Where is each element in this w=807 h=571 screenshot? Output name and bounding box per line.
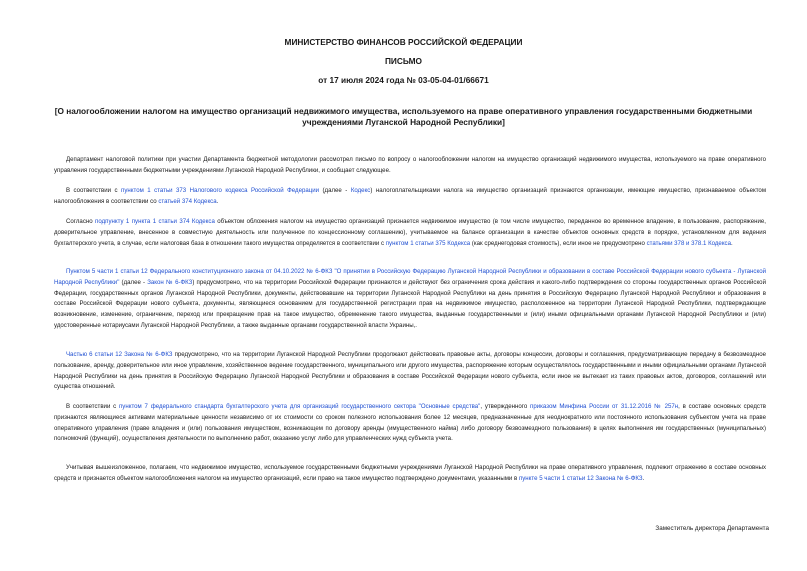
link-articles-378[interactable]: статьями 378 и 378.1 Кодекса bbox=[646, 239, 731, 247]
link-subpoint-1-article-374[interactable]: подпункту 1 пункта 1 статьи 374 Кодекса bbox=[95, 218, 215, 225]
link-law-6-fkz[interactable]: Закон № 6-ФКЗ bbox=[147, 278, 193, 286]
link-minfin-order-257n[interactable]: приказом Минфина России от 31.12.2016 № 257н bbox=[530, 403, 679, 410]
paragraph-3 bbox=[54, 217, 766, 249]
link-fkz-6-point-5[interactable]: Пунктом 5 части 1 статьи 12 Федерального конституционного закона от 04.10.2022 № 6-ФКЗ "О принятии в Российскую Федерацию Луганской Народной Республики и образовании в составе Российской Федерации нового субъекта - Луганской Народной Республики" bbox=[54, 268, 766, 286]
document-type: ПИСЬМО bbox=[384, 56, 423, 66]
link-point-5-part-1-article-12[interactable]: пункте 5 части 1 статьи 12 Закона № 6-ФКЗ bbox=[518, 474, 643, 482]
document-date-number: от 17 июля 2024 года № 03-05-04-01/66671 bbox=[318, 75, 489, 85]
p3-text-1: Согласно bbox=[66, 218, 96, 225]
paragraph-4 bbox=[54, 267, 766, 332]
link-code[interactable]: Кодекс bbox=[350, 187, 371, 194]
p2-text-2: (далее - bbox=[319, 187, 351, 194]
p2-text-4: . bbox=[216, 197, 219, 205]
ministry-heading: МИНИСТЕРСТВО ФИНАНСОВ РОССИЙСКОЙ ФЕДЕРАЦИИ bbox=[284, 37, 523, 47]
p6-text-2: , утвержденного bbox=[480, 403, 531, 410]
p4-text-2: ) предусмотрено, что на территории Российской Федерации признаются и действуют без ограничения срока действия и какого-либо подтверждения со стороны государственных органов Российской Федерации, государственных органов Луганской Народной Республики, документы, действовавшие на территории Луганской Народной Республики на день принятия в Российскую Федерацию Луганской Народной Республики и образования в составе Российской Федерации нового субъекта, документы, являющиеся основанием для государственной регистрации прав на недвижимое имущество, расположенное на территории Луганской Народной Республики, подтверждающие возникновение, изменение, ограничение, переход или прекращение прав на такое имущество, обременение такого имущества, выданные государственными и (или) иными официальными органами Луганской Народной Республики и (или) удостоверенные нотариусами Луганской Народной Республики, а также выданные органами государственной власти Украины,. bbox=[54, 278, 766, 329]
p3-text-2: объектом обложения налогом на имущество организаций признается недвижимое имущество (в том числе имущество, переданное во временное владение, в пользование, распоряжение, доверительное управление, внесенное в совместную деятельность или полученное по концессионному соглашению), учитываемое на балансе организации в качестве объектов основных средств в порядке, установленном для ведения бухгалтерского учета, в случае, если налоговая база в отношении такого имущества определяется в соответствии с bbox=[54, 218, 766, 247]
paragraph-7 bbox=[54, 463, 766, 485]
p7-text-1: Учитывая вышеизложенное, полагаем, что недвижимое имущество, используемое государственными бюджетными учреждениями Луганской Народной Республики на праве оперативного управления, подлежит отражению в составе основных средств и признается объектом налогообложения налогом на имущество организаций, если право на такое имущество подтверждено документами, указанными в bbox=[54, 464, 766, 482]
p6-text-1: В соответствии с bbox=[66, 403, 119, 410]
p3-text-4: . bbox=[731, 239, 733, 247]
paragraph-5 bbox=[54, 350, 766, 393]
paragraph-1-text: Департамент налоговой политики при участии Департамента бюджетной методологии рассмотрел письмо по вопросу о налогообложении налогом на имущество организаций недвижимого имущества, используемого на праве оперативного управления государственными бюджетными учреждениями Луганской Народной Республики, и сообщает следующее. bbox=[54, 156, 766, 174]
paragraph-2 bbox=[54, 186, 766, 208]
paragraph-1 bbox=[54, 155, 766, 177]
p2-text-3: ) налогоплательщиками налога на имущество организаций признаются организации, имеющие имущество, признаваемое объектом налогообложения в соответствии со bbox=[54, 187, 767, 205]
p6-text-3: , в составе основных средств признаются являющиеся активами материальные ценности независимо от их стоимости со сроком полезного использования более 12 месяцев, предназначенные для неоднократного или постоянного использования субъектом учета на праве оперативного управления (праве владения и (или) пользования имуществом, возникающем по договору аренды (имущественного найма) либо договору безвозмездного пользования) в целях выполнения им государственных (муниципальных) полномочий (функций), осуществления деятельности по выполнению работ, оказанию услуг либо для управленческих нужд субъекта учета. bbox=[54, 403, 766, 443]
document-subject: [О налогообложении налогом на имущество организаций недвижимого имущества, используемого на праве оперативного управления государственными бюджетными учреждениями Луганской Народной Республики] bbox=[54, 106, 753, 127]
link-article-374[interactable]: статьей 374 Кодекса bbox=[158, 197, 217, 205]
p5-text-1: предусмотрено, что на территории Луганской Народной Республики продолжают действовать правовые акты, договоры концессии, договоры и соглашения, предусматривающие передачу в безвозмездное пользование, аренду, доверительное или иное управление, хозяйственное ведение государственного, муниципального или другого имущества, распоряжение которым осуществлялось государственными и иными официальными органами Луганской Народной Республики на день принятия в Российскую Федерацию Луганской Народной Республики и образования в составе Российской Федерации нового субъекта, если иное не вытекает из таких правовых актов, договоров, соглашений или существа отношений. bbox=[54, 351, 766, 391]
p7-text-2: . bbox=[642, 474, 645, 482]
p2-text-1: В соответствии с bbox=[66, 187, 122, 194]
link-part-6-article-12[interactable]: Частью 6 статьи 12 Закона № 6-ФКЗ bbox=[66, 351, 173, 358]
p4-text-1: (далее - bbox=[119, 278, 148, 286]
p3-text-3: (как среднегодовая стоимость), если иное не предусмотрено bbox=[470, 239, 647, 247]
signature-position: Заместитель директора Департамента bbox=[655, 525, 769, 532]
paragraph-6 bbox=[54, 402, 766, 445]
link-article-375[interactable]: пунктом 1 статьи 375 Кодекса bbox=[385, 239, 471, 247]
link-federal-standard-point-7[interactable]: пунктом 7 федерального стандарта бухгалтерского учета для организаций государственного сектора "Основные средства" bbox=[119, 403, 481, 410]
link-article-373-tax-code[interactable]: пунктом 1 статьи 373 Налогового кодекса Российской Федерации bbox=[121, 187, 320, 194]
